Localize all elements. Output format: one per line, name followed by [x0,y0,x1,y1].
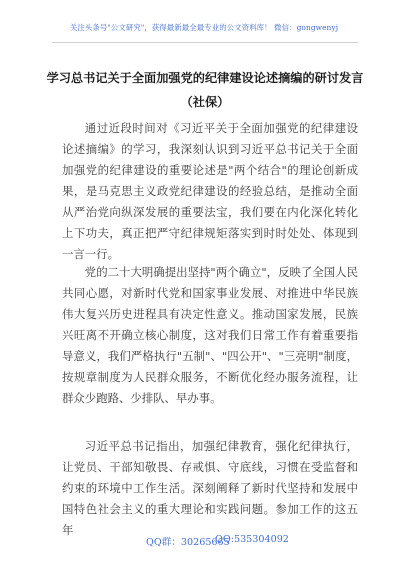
body-paragraph-1: 通过近段时间对《习近平关于全面加强党的纪律建设论述摘编》的学习，我深刻认识到习近平总书记关于全面加强党的纪律建设的重要论述是"两个结合"的理论创新成果，是马克思主义政党纪律建设的经验总结，是推动全面从严治党向纵深发展的重要法宝，我们要在内化深化转化上下功夫，真正把严守纪律规矩落实到时时处处、体现到一言一行。 [62,121,358,261]
footer-contact [0,534,408,548]
document-title: 学习总书记关于全面加强党的纪律建设论述摘编的研讨发言（社保） [46,71,364,109]
footer-qq-group: QQ群：30265665 [146,537,230,548]
body-paragraph-3: 习近平总书记指出，加强纪律教育，强化纪律执行，让党员、干部知敬畏、存戒惧、守底线，习惯在受监督和约束的环境中工作生活。深刻阐释了新时代坚持和发展中国特色社会主义的重大理论和实践问题。参加工作的这五年 [62,439,358,537]
body-paragraph-2: 党的二十大明确提出坚持"两个确立"，反映了全国人民共同心愿，对新时代党和国家事业发展、对推进中华民族伟大复兴历史进程具有决定性意义。推动国家发展，民族兴旺离不开确立核心制度，这对我们日常工作有着重要指导意义，我们严格执行"五制"、"四公开"、"三亮明"制度，按规章制度为人民群众服务，不断优化经办服务流程，让群众少跑路、少排队、早办事。 [62,265,358,405]
header-divider [52,42,358,43]
header-promo-note: 关注头条号"公文研究"，获得最新最全最专业的公文资料库！ 微信：gongwenyj [69,23,339,32]
footer-qq-number: QQ:535304092 [215,534,289,545]
